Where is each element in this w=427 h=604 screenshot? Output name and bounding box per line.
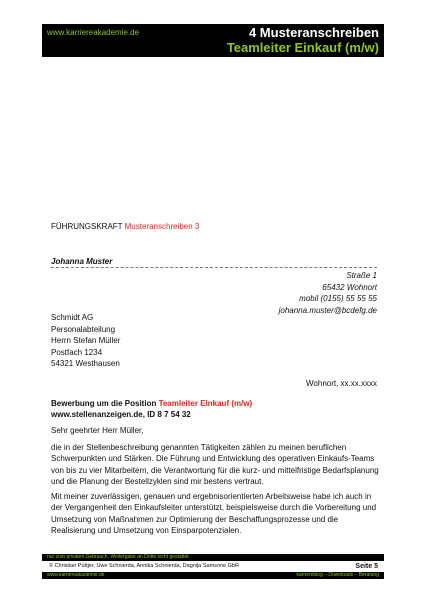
letter-date: Wohnort, xx.xx.xxxx	[306, 379, 377, 388]
page-number: Seite 5	[355, 563, 378, 570]
header-title: 4 Musteranschreiben	[248, 25, 379, 40]
recipient-department: Personalabteilung	[51, 324, 116, 334]
sender-email: johanna.muster@bcdefg.de	[278, 305, 377, 315]
paragraph-1: die in der Stellenbeschreibung genannten Tätigkeiten zählen zu meinen beruflichen Schwerpunkten und Stärken. Die Führung und Entwicklung des operativen Einkaufs-Teams von bis zu vier Mitarbeitern, die Verantwortung für die kurz- und mittelfristige Bedarfsplanung und die Planung der Bestellzyklen sind mir bestens vertraut.	[51, 443, 379, 487]
divider-line	[51, 267, 377, 268]
recipient-city: 54321 Westhausen	[51, 359, 120, 369]
recipient-postbox: Postfach 1234	[51, 347, 103, 357]
header-subtitle: Teamleiter Einkauf (m/w)	[226, 40, 379, 55]
header-bar	[42, 24, 384, 57]
subject-line	[51, 398, 252, 420]
sender-address	[279, 270, 377, 316]
footer-bar	[42, 572, 384, 579]
footer-info	[42, 562, 384, 571]
footer-links[interactable]: karriereblog – Downloads – Beratung	[296, 572, 379, 578]
subject-reference: www.stellenanzeigen.de, ID 8 7 54 32	[51, 410, 191, 419]
footer-note: nur zum privaten Gebrauch, Weitergabe an Dritte nicht gestattet	[42, 554, 384, 561]
footer-authors: © Christian Püttjer, Uwe Schnierda, Annika Schnierda, Dagnija Samsone GbR	[49, 563, 239, 569]
recipient-person: Herrn Stefan Müller	[51, 336, 121, 346]
header-url[interactable]: www.karriereakademie.de	[47, 28, 140, 37]
footer-url[interactable]: www.karriereakademie.de	[47, 572, 105, 578]
greeting: Sehr geehrter Herr Müller,	[51, 426, 144, 435]
recipient-address	[51, 312, 120, 370]
subject-position: Teamleiter Einkauf (m/w)	[158, 399, 253, 408]
sender-street: Straße 1	[346, 271, 377, 280]
letter-label-red: Musteranschreiben 3	[124, 222, 200, 231]
sender-name: Johanna Muster	[51, 257, 113, 266]
sender-city: 65432 Wohnort	[322, 282, 377, 292]
recipient-company: Schmidt AG	[51, 313, 94, 322]
subject-prefix: Bewerbung um die Position	[51, 399, 159, 408]
letter-label	[51, 222, 199, 231]
paragraph-2: Mit meiner zuverlässigen, genauen und ergebnisorientierten Arbeitsweise habe ich auch in der Vergangenheit den Einkaufsleiter unterstützt, beispielsweise durch die Vorbereitung und Umsetzung von Maßnahmen zur Optimierung der Beschaffungsprozesse und die Realisierung und Umsetzung von Einsparpotenzialen.	[51, 492, 377, 536]
sender-mobile: mobil (0155) 55 55 55	[299, 294, 377, 303]
letter-label-prefix: FÜHRUNGSKRAFT	[51, 222, 125, 231]
